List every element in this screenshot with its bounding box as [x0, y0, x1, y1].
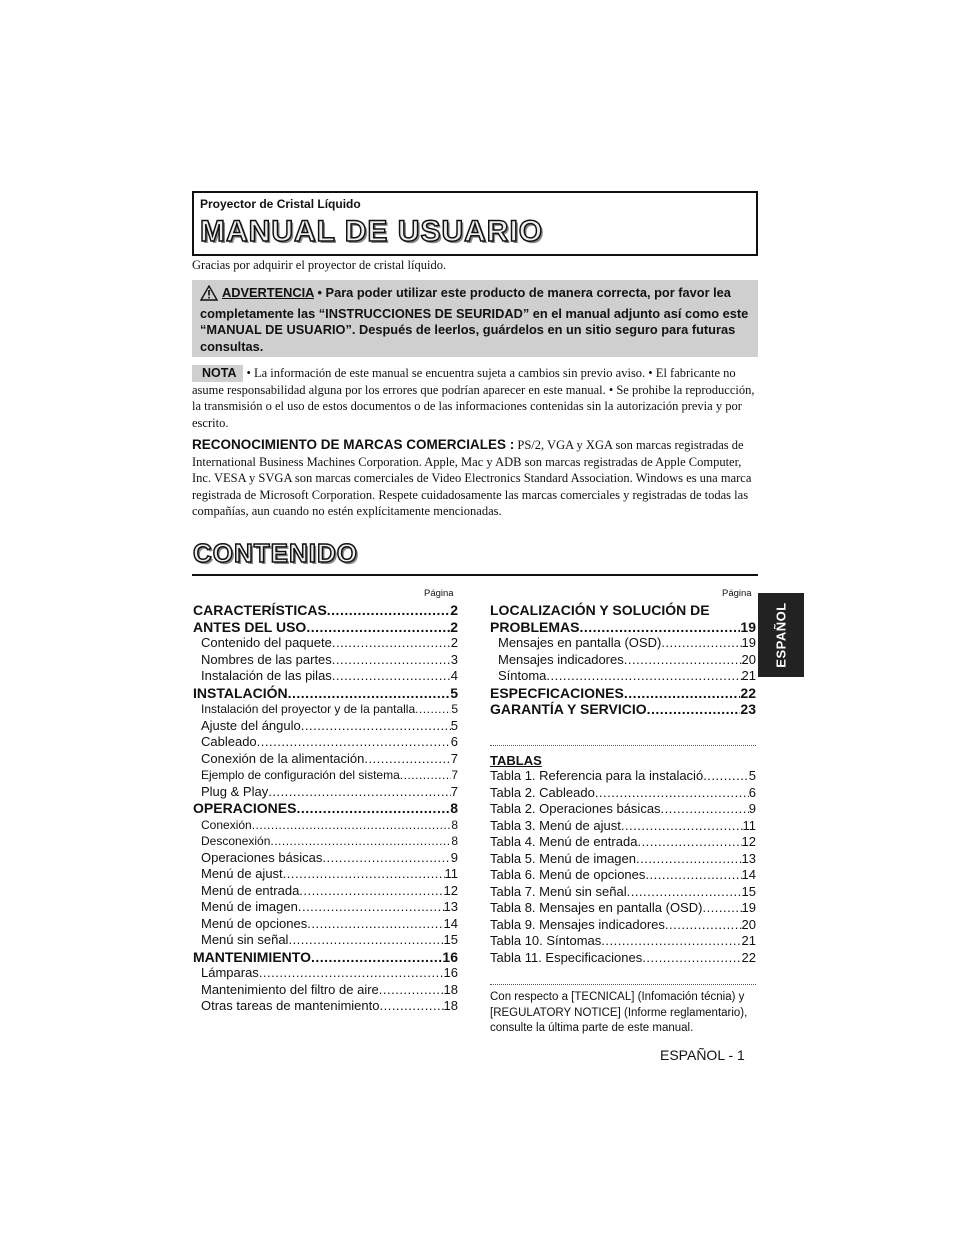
toc-entry-label: Operaciones básicas [201, 849, 323, 865]
toc-entry-label: Tabla 2. Operaciones básicas [490, 801, 661, 816]
toc-entry [193, 817, 458, 834]
toc-entry-label: Tabla 4. Menú de entrada [490, 834, 638, 849]
dotted-separator [490, 745, 756, 747]
toc-entry-label: ESPECFICACIONES [490, 684, 624, 701]
toc-entry-page: 7 [450, 750, 458, 766]
toc-leader-dots [327, 602, 450, 619]
toc-entry [490, 668, 756, 685]
toc-entry [193, 998, 458, 1015]
toc-entry-label: Conexión de la alimentación [201, 750, 365, 766]
toc-entry [193, 949, 458, 966]
toc-entry-label: Otras tareas de mantenimiento [201, 998, 380, 1013]
warning-triangle-icon [200, 285, 222, 306]
toc-leader-dots [702, 900, 741, 917]
toc-leader-dots [306, 619, 450, 636]
toc-entry [193, 965, 458, 982]
toc-entry-label: Tabla 1. Referencia para la instalació [490, 768, 704, 783]
toc-entry [193, 751, 458, 768]
toc-entry-page: 13 [443, 899, 458, 914]
title-box [192, 191, 758, 256]
toc-entry-page: 18 [443, 981, 458, 997]
toc-leader-dots [415, 701, 451, 718]
toc-entry-label: Tabla 6. Menú de opciones [490, 867, 646, 882]
note-label: NOTA [192, 365, 243, 382]
toc-entry-label: Instalación del proyector y de la pantalla [201, 702, 416, 716]
thanks-text: Gracias por adquirir el proyector de cristal líquido. [192, 258, 447, 272]
toc-entry [193, 784, 458, 801]
toc-leader-dots [298, 899, 444, 916]
tables-heading: TABLAS [490, 753, 542, 768]
toc-leader-dots [364, 751, 450, 768]
toc-entry-page: 22 [740, 684, 756, 701]
toc-entry-label: Tabla 8. Mensajes en pantalla (OSD) [490, 900, 703, 915]
warning-label: ADVERTENCIA [222, 285, 314, 300]
trademarks-heading: RECONOCIMIENTO DE MARCAS COMERCIALES : [192, 437, 515, 452]
toc-leader-dots [332, 635, 451, 652]
toc-entry-page: 14 [443, 915, 458, 931]
toc-entry [193, 767, 458, 784]
toc-entry-page: 8 [451, 834, 458, 848]
toc-leader-dots [637, 834, 741, 851]
page-number: ESPAÑOL - 1 [660, 1047, 745, 1063]
toc-leader-dots [311, 949, 442, 966]
toc-leader-dots [322, 850, 450, 867]
toc-entry-page: 7 [451, 768, 458, 782]
toc-entry-page: 12 [741, 834, 756, 849]
toc-entry-label: INSTALACIÓN [193, 684, 288, 701]
toc-entry [490, 933, 756, 950]
toc-entry-page: 20 [741, 916, 756, 932]
toc-entry-page: 11 [444, 866, 458, 881]
toc-leader-dots [595, 785, 749, 802]
toc-entry [193, 619, 458, 636]
toc-leader-dots [661, 801, 749, 818]
toc-leader-dots [283, 866, 445, 883]
toc-entry-label: Contenido del paquete [201, 635, 332, 650]
toc-leader-dots [307, 916, 443, 933]
toc-entry-label: Lámparas [201, 965, 259, 980]
toc-leader-dots [257, 734, 451, 751]
toc-entry-label: Tabla 2. Cableado [490, 784, 595, 800]
toc-entry-label: Cableado [201, 734, 257, 749]
toc-entry-label: Mensajes indicadores [498, 651, 624, 667]
toc-entry [490, 801, 756, 818]
toc-entry-page: 23 [740, 701, 756, 717]
toc-entry-page: 5 [748, 768, 756, 783]
toc-entry-page: 8 [450, 800, 458, 816]
toc-entry-page: 4 [450, 668, 458, 683]
toc-entry-label: Desconexión [201, 834, 271, 848]
toc-leader-dots [332, 668, 451, 685]
toc-entry-page: 6 [748, 784, 756, 800]
toc-entry-page: 6 [450, 734, 458, 749]
toc-entry [193, 734, 458, 751]
toc-entry-page: 2 [450, 602, 458, 618]
toc-entry-page: 7 [450, 783, 458, 799]
toc-entry [193, 833, 458, 850]
toc-entry-page: 8 [451, 817, 458, 832]
toc-entry [490, 768, 756, 785]
contents-rule [192, 574, 758, 576]
toc-entry-label: Tabla 10. Síntomas [490, 933, 602, 948]
toc-entry [490, 900, 756, 917]
language-tab-label: ESPAÑOL [773, 602, 789, 668]
toc-entry [490, 652, 756, 669]
toc-leader-dots [379, 982, 444, 999]
toc-entry [193, 718, 458, 735]
toc-entry-label: Ajuste del ángulo [201, 717, 301, 733]
toc-entry-label: Conexión [201, 817, 252, 832]
toc-entry-label: Menú de ajust [201, 866, 283, 881]
toc-leader-dots [400, 767, 452, 784]
toc-leader-dots [270, 833, 451, 850]
toc-entry-label: Tabla 7. Menú sin señal [490, 883, 627, 899]
toc-entry [193, 668, 458, 685]
toc-entry-page: 20 [741, 651, 756, 667]
toc-entry [490, 818, 756, 835]
note-paragraph [192, 365, 758, 431]
toc-entry [490, 701, 756, 718]
toc-entry-page: 5 [451, 702, 458, 716]
toc-leader-dots [288, 932, 443, 949]
toc-entry-label: Menú de opciones [201, 915, 308, 931]
toc-entry [193, 850, 458, 867]
warning-text-line1: • Para poder utilizar este producto de manera correcta, por [313, 285, 675, 300]
toc-entry [490, 685, 756, 702]
toc-entry [490, 602, 756, 619]
toc-entry-page: 13 [741, 850, 756, 866]
toc-entry [193, 916, 458, 933]
toc-entry [193, 635, 458, 652]
toc-entry-label: Menú sin señal [201, 932, 289, 947]
toc-entry [193, 800, 458, 817]
toc-entry-page: 19 [740, 618, 756, 635]
toc-leader-dots [546, 668, 741, 685]
toc-entry-label: Menú de imagen [201, 899, 298, 914]
toc-left-column [193, 602, 458, 1015]
toc-entry-label: Síntoma [498, 668, 547, 683]
toc-entry-page: 19 [741, 900, 756, 915]
toc-entry-page: 5 [450, 717, 458, 733]
trademarks-text: PS/2, VGA y XGA son marcas registradas de International Business Machines Corporation. Apple, Mac y ADB son marcas registradas de Apple Computer, Inc. VESA y SVGA son marcas comerciales de Video Electronics Standard Association. Windows es una marca registrada de Microsoft Corporation. Respete cuidadosamente las marcas comerciales y registradas de todas las compañías, aun cuando no estén explícitamente mencionadas. [192, 438, 752, 518]
toc-entry-label: LOCALIZACIÓN Y SOLUCIÓN DE [490, 602, 710, 618]
page-title: MANUAL DE USUARIO [200, 215, 544, 248]
toc-leader-dots [301, 718, 451, 735]
toc-entry [490, 635, 756, 652]
toc-entry-page: 22 [741, 949, 756, 965]
toc-leader-dots [288, 685, 451, 702]
toc-entry [490, 867, 756, 884]
toc-leader-dots [661, 635, 741, 652]
toc-entry-page: 18 [443, 998, 458, 1013]
toc-entry-label: MANTENIMIENTO [193, 948, 311, 965]
product-subtitle: Proyector de Cristal Líquido [200, 197, 361, 211]
toc-leader-dots [579, 619, 740, 636]
toc-entry-page: 21 [741, 668, 756, 683]
toc-entry [490, 851, 756, 868]
toc-leader-dots [647, 701, 741, 718]
toc-entry-page: 2 [450, 618, 458, 635]
toc-entry-page: 19 [741, 635, 756, 650]
toc-entry [490, 785, 756, 802]
toc-leader-dots [601, 933, 741, 950]
toc-entry [193, 701, 458, 718]
toc-leader-dots [624, 685, 741, 702]
toc-right-column [490, 602, 756, 718]
toc-entry [193, 652, 458, 669]
toc-entry-label: Tabla 9. Mensajes indicadores [490, 916, 665, 932]
toc-entry [193, 899, 458, 916]
note-text: • La información de este manual se encuentra sujeta a cambios sin previo aviso. • El fabricante no asume responsabilidad alguna por los errores que podrían aparecer en este manual. • Se prohibe la reproducción, la transmisión o el uso de estos documentos o de las informaciones contenidas sin la autorización previa y por escrito. [192, 366, 755, 430]
toc-entry-page: 16 [442, 948, 458, 965]
toc-entry-page: 14 [741, 867, 756, 882]
toc-entry-page: 2 [450, 635, 458, 650]
toc-entry [193, 866, 458, 883]
toc-leader-dots [627, 884, 742, 901]
toc-leader-dots [379, 998, 443, 1015]
toc-entry-page: 5 [450, 684, 458, 701]
contents-title: CONTENIDO [193, 538, 358, 568]
trademarks-paragraph [192, 437, 758, 520]
toc-entry [490, 884, 756, 901]
toc-entry [490, 619, 756, 636]
page-column-label-left: Página [424, 588, 454, 599]
toc-entry [490, 834, 756, 851]
toc-entry [193, 932, 458, 949]
toc-entry-page: 9 [450, 849, 458, 865]
toc-leader-dots [268, 784, 451, 801]
toc-leader-dots [621, 818, 743, 835]
technical-note: Con respecto a [TECNICAL] (Infomación técnia) y [REGULATORY NOTICE] (Informe reglamentario), consulte la última parte de este manual. [490, 991, 748, 1034]
toc-leader-dots [299, 883, 443, 900]
toc-leader-dots [636, 851, 742, 868]
warning-text-rest: favor lea completamente las “INSTRUCCIONES DE SEURIDAD” en el manual adjunto así como este “MANUAL DE USUARIO”. Después de leerlos, guárdelos en un sitio seguro para futuras consultas. [200, 285, 749, 354]
toc-entry-page: 11 [742, 817, 756, 833]
toc-entry [490, 950, 756, 967]
toc-entry [490, 917, 756, 934]
toc-entry-label: OPERACIONES [193, 800, 297, 816]
toc-entry-page: 9 [748, 801, 756, 816]
toc-entry [193, 685, 458, 702]
page-column-label-right: Página [722, 588, 752, 599]
language-tab [758, 593, 804, 677]
toc-entry [193, 602, 458, 619]
toc-entry-label: Tabla 11. Especificaciones [490, 949, 643, 965]
toc-entry-page: 3 [450, 651, 458, 667]
toc-entry-label: Mantenimiento del filtro de aire [201, 981, 379, 997]
toc-entry-label: Plug & Play [201, 783, 269, 799]
toc-leader-dots [332, 652, 451, 669]
toc-leader-dots [259, 965, 444, 982]
toc-entry-label: PROBLEMAS [490, 618, 580, 635]
toc-leader-dots [642, 950, 741, 967]
toc-entry-label: CARACTERÍSTICAS [193, 602, 327, 618]
toc-leader-dots [703, 768, 749, 785]
toc-leader-dots [624, 652, 742, 669]
toc-entry-label: Nombres de las partes [201, 651, 332, 667]
toc-entry-label: Menú de entrada [201, 882, 300, 898]
toc-entry-page: 15 [443, 932, 458, 947]
tables-list [490, 768, 756, 966]
toc-entry-page: 16 [443, 965, 458, 980]
toc-leader-dots [252, 817, 452, 834]
warning-box [192, 280, 758, 357]
toc-leader-dots [296, 800, 450, 817]
dotted-separator [490, 984, 756, 986]
toc-entry-label: GARANTÍA Y SERVICIO [490, 701, 647, 717]
toc-entry-label: ANTES DEL USO [193, 618, 307, 635]
toc-leader-dots [665, 917, 742, 934]
toc-leader-dots [645, 867, 741, 884]
toc-entry-page: 12 [443, 882, 458, 898]
toc-entry-page: 21 [741, 933, 756, 948]
toc-entry [193, 883, 458, 900]
toc-entry-label: Tabla 3. Menú de ajust [490, 817, 621, 833]
toc-entry [193, 982, 458, 999]
toc-entry-label: Ejemplo de configuración del sistema [201, 768, 400, 782]
toc-entry-label: Tabla 5. Menú de imagen [490, 850, 636, 866]
toc-entry-label: Mensajes en pantalla (OSD) [498, 635, 662, 650]
toc-entry-label: Instalación de las pilas [201, 668, 332, 683]
toc-entry-page: 15 [741, 883, 756, 899]
